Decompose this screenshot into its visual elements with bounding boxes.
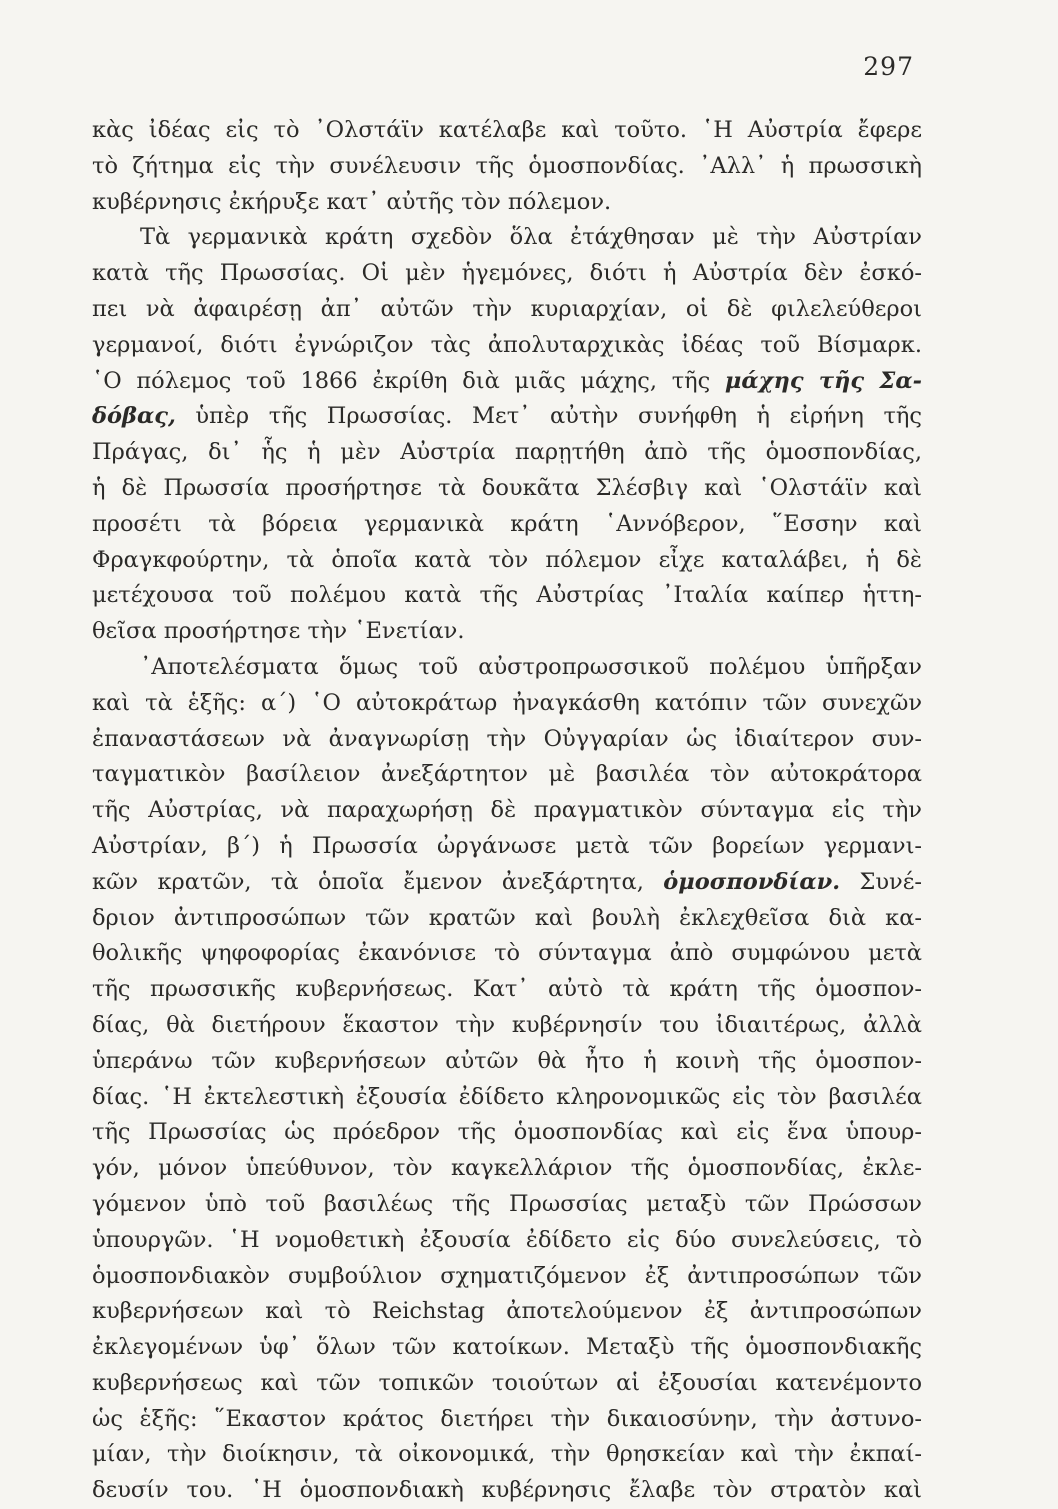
- text-segment: μίαν, τὴν διοίκησιν, τὰ οἰκονομικά, τὴν θρησκείαν καὶ τὴν ἐκπαί-: [92, 1441, 922, 1468]
- text-segment: δίας. ῾Η ἐκτελεστικὴ ἐξουσία ἐδίδετο κληρονομικῶς εἰς τὸν βασιλέα: [92, 1083, 922, 1110]
- text-line: [92, 936, 922, 972]
- text-line: [92, 1294, 922, 1330]
- text-line: [92, 399, 922, 435]
- text-segment: ὑπουργῶν. ῾Η νομοθετικὴ ἐξουσία ἐδίδετο εἰς δύο συνελεύσεις, τὸ: [92, 1226, 922, 1253]
- text-segment: ἐκλεγομένων ὑφ᾿ ὅλων τῶν κατοίκων. Μεταξὺ τῆς ὁμοσπονδιακῆς: [92, 1334, 922, 1361]
- text-line: [92, 972, 922, 1008]
- text-segment: τῆς Αὐστρίας, νὰ παραχωρήσῃ δὲ πραγματικὸν σύνταγμα εἰς τὴν: [92, 797, 922, 824]
- body-text: [92, 113, 922, 1509]
- text-segment: δριον ἀντιπροσώπων τῶν κρατῶν καὶ βουλὴ ἐκλεχθεῖσα διὰ κα-: [92, 904, 922, 931]
- text-line: [92, 829, 922, 865]
- text-segment: ἡ δὲ Πρωσσία προσήρτησε τὰ δουκᾶτα Σλέσβιγ καὶ ῾Ολστάϊν καὶ: [92, 474, 922, 501]
- text-line: [92, 1008, 922, 1044]
- text-line: [92, 543, 922, 579]
- text-segment: γόν, μόνον ὑπεύθυνον, τὸν καγκελλάριον τῆς ὁμοσπονδίας, ἐκλε-: [92, 1155, 922, 1182]
- text-line: [92, 1366, 922, 1402]
- text-line: [92, 292, 922, 328]
- text-segment: ἐπαναστάσεων νὰ ἀναγνωρίσῃ τὴν Οὐγγαρίαν ὡς ἰδιαίτερον συν-: [92, 725, 922, 752]
- emphasized-text: δόβας,: [92, 403, 176, 430]
- text-segment: καὶ τὰ ἑξῆς: α´) ῾Ο αὐτοκράτωρ ἠναγκάσθη κατόπιν τῶν συνεχῶν: [92, 689, 922, 716]
- text-line: [92, 1402, 922, 1438]
- text-segment: Συνέ-: [840, 868, 922, 895]
- text-line: [92, 256, 922, 292]
- text-segment: θεῖσα προσήρτησε τὴν ῾Ενετίαν.: [92, 618, 465, 645]
- text-line: [92, 435, 922, 471]
- text-segment: κατὰ τῆς Πρωσσίας. Οἱ μὲν ἡγεμόνες, διότι ἡ Αὐστρία δὲν ἐσκό-: [92, 260, 922, 287]
- text-line: [92, 364, 922, 400]
- text-line: [92, 113, 922, 149]
- text-line: [92, 1151, 922, 1187]
- text-line: [92, 507, 922, 543]
- text-segment: ταγματικὸν βασίλειον ἀνεξάρτητον μὲ βασιλέα τὸν αὐτοκράτορα: [92, 761, 922, 788]
- text-segment: πει νὰ ἀφαιρέσῃ ἀπ᾿ αὐτῶν τὴν κυριαρχίαν, οἱ δὲ φιλελεύθεροι: [92, 295, 922, 322]
- text-segment: γόμενον ὑπὸ τοῦ βασιλέως τῆς Πρωσσίας μεταξὺ τῶν Πρώσσων: [92, 1190, 922, 1217]
- page-number: 297: [863, 52, 914, 81]
- text-line: [92, 1044, 922, 1080]
- text-segment: γερμανοί, διότι ἐγνώριζον τὰς ἀπολυταρχικὰς ἰδέας τοῦ Βίσμαρκ.: [92, 331, 922, 358]
- text-line: [92, 757, 922, 793]
- text-segment: θολικῆς ψηφοφορίας ἐκανόνισε τὸ σύνταγμα ἀπὸ συμφώνου μετὰ: [92, 940, 922, 967]
- text-segment: τὸ ζήτημα εἰς τὴν συνέλευσιν τῆς ὁμοσπονδίας. ᾿Αλλ᾿ ἡ πρωσσικὴ: [92, 152, 922, 179]
- text-segment: τῆς Πρωσσίας ὡς πρόεδρον τῆς ὁμοσπονδίας καὶ εἰς ἕνα ὑπουρ-: [92, 1119, 922, 1146]
- text-line: [92, 1223, 922, 1259]
- text-line: [92, 149, 922, 185]
- text-line: [92, 686, 922, 722]
- text-line: [92, 1259, 922, 1295]
- text-segment: δευσίν του. ῾Η ὁμοσπονδιακὴ κυβέρνησις ἔλαβε τὸν στρατὸν καὶ: [92, 1477, 922, 1504]
- text-line: [92, 1187, 922, 1223]
- text-line: [92, 328, 922, 364]
- text-segment: ὑπεράνω τῶν κυβερνήσεων αὐτῶν θὰ ἦτο ἡ κοινὴ τῆς ὁμοσπον-: [92, 1047, 922, 1074]
- text-line: [92, 793, 922, 829]
- text-line: [92, 1115, 922, 1151]
- text-line: [92, 471, 922, 507]
- text-line: [92, 1330, 922, 1366]
- text-segment: μετέχουσα τοῦ πολέμου κατὰ τῆς Αὐστρίας ᾿Ιταλία καίπερ ἡττη-: [92, 582, 922, 609]
- text-segment: κῶν κρατῶν, τὰ ὁποῖα ἔμενον ἀνεξάρτητα,: [92, 868, 664, 895]
- text-segment: ὑπὲρ τῆς Πρωσσίας. Μετ᾿ αὐτὴν συνήφθη ἡ εἰρήνη τῆς: [175, 403, 922, 430]
- text-segment: κυβερνήσεων καὶ τὸ Reichstag ἀποτελούμενον ἐξ ἀντιπροσώπων: [92, 1298, 922, 1325]
- text-segment: ᾿Αποτελέσματα ὅμως τοῦ αὐστροπρωσσικοῦ πολέμου ὑπῆρξαν: [140, 653, 922, 680]
- text-segment: Φραγκφούρτην, τὰ ὁποῖα κατὰ τὸν πόλεμον εἶχε καταλάβει, ἡ δὲ: [92, 546, 922, 573]
- text-segment: κὰς ἰδέας εἰς τὸ ᾿Ολστάϊν κατέλαβε καὶ τοῦτο. ῾Η Αὐστρία ἔφερε: [92, 117, 922, 143]
- text-line: [92, 1437, 922, 1473]
- text-segment: ὡς ἑξῆς: ῞Εκαστον κράτος διετήρει τὴν δικαιοσύνην, τὴν ἀστυνο-: [92, 1405, 922, 1432]
- text-line: [92, 220, 922, 256]
- emphasized-text: ὁμοσπονδίαν.: [663, 868, 841, 895]
- emphasized-text: μάχης τῆς Σα-: [724, 367, 922, 394]
- text-line: [92, 865, 922, 901]
- text-line: [92, 1080, 922, 1116]
- text-segment: Αὐστρίαν, β´) ἡ Πρωσσία ὠργάνωσε μετὰ τῶν βορείων γερμανι-: [92, 832, 922, 859]
- text-segment: ῾Ο πόλεμος τοῦ 1866 ἐκρίθη διὰ μιᾶς μάχης, τῆς: [92, 367, 725, 394]
- text-line: [92, 1473, 922, 1509]
- text-segment: προσέτι τὰ βόρεια γερμανικὰ κράτη ῾Αννόβερον, ῞Εσσην καὶ: [92, 510, 922, 537]
- text-segment: Τὰ γερμανικὰ κράτη σχεδὸν ὅλα ἐτάχθησαν μὲ τὴν Αὐστρίαν: [140, 224, 922, 251]
- text-segment: ὁμοσπονδιακὸν συμβούλιον σχηματιζόμενον ἐξ ἀντιπροσώπων τῶν: [92, 1262, 922, 1289]
- text-line: [92, 901, 922, 937]
- text-line: [92, 185, 922, 221]
- text-line: [92, 722, 922, 758]
- text-line: [92, 578, 922, 614]
- text-segment: δίας, θὰ διετήρουν ἕκαστον τὴν κυβέρνησίν του ἰδιαιτέρως, ἀλλὰ: [92, 1011, 922, 1038]
- text-segment: Πράγας, δι᾿ ἧς ἡ μὲν Αὐστρία παρῃτήθη ἀπὸ τῆς ὁμοσπονδίας,: [92, 439, 922, 466]
- text-line: [92, 650, 922, 686]
- text-line: [92, 614, 922, 650]
- text-segment: κυβερνήσεως καὶ τῶν τοπικῶν τοιούτων αἱ ἐξουσίαι κατενέμοντο: [92, 1369, 922, 1396]
- text-segment: κυβέρνησις ἐκήρυξε κατ᾿ αὐτῆς τὸν πόλεμον.: [92, 188, 612, 215]
- text-segment: τῆς πρωσσικῆς κυβερνήσεως. Κατ᾿ αὐτὸ τὰ κράτη τῆς ὁμοσπον-: [92, 976, 922, 1003]
